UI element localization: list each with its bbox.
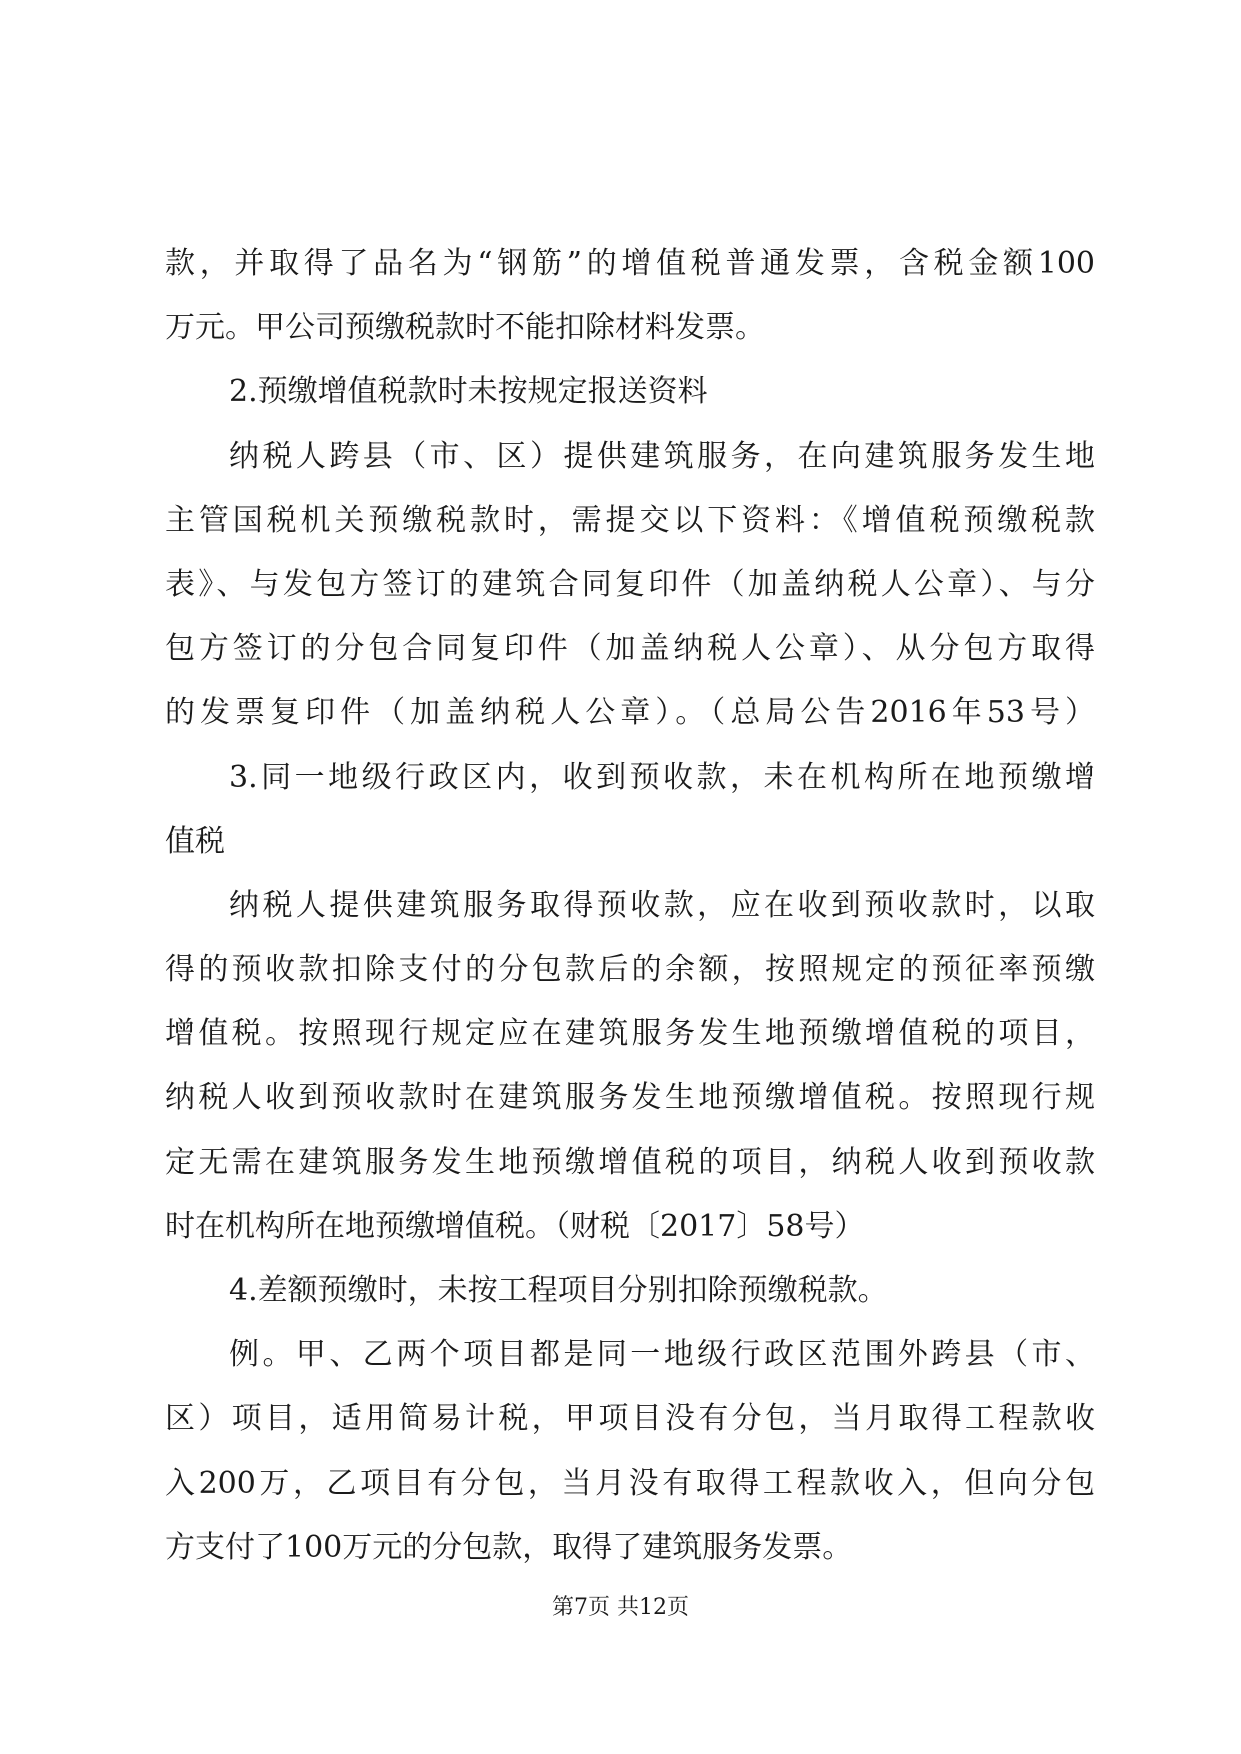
text-line: 的发票复印件（加盖纳税人公章）。（总局公告2016年53号） (165, 695, 1095, 731)
section-heading: 3.同一地级行政区内，收到预收款，未在机构所在地预缴增 (229, 759, 1095, 795)
page-number-footer: 第7页 共12页 (552, 1595, 689, 1620)
text-line: 主管国税机关预缴税款时，需提交以下资料：《增值税预缴税款 (165, 502, 1095, 538)
text-line: 时在机构所在地预缴增值税。（财税〔2017〕58号） (165, 1208, 865, 1244)
text-line: 款，并取得了品名为“钢筋”的增值税普通发票，含税金额100 (165, 246, 1095, 281)
body-text (165, 232, 1095, 1580)
text-line: 表》、与发包方签订的建筑合同复印件（加盖纳税人公章）、与分 (165, 566, 1095, 602)
text-line: 纳税人跨县（市、区）提供建筑服务，在向建筑服务发生地 (229, 438, 1095, 474)
text-line: 入200万，乙项目有分包，当月没有取得工程款收入，但向分包 (165, 1465, 1095, 1501)
text-line: 例。甲、乙两个项目都是同一地级行政区范围外跨县（市、 (229, 1337, 1095, 1373)
text-line: 得的预收款扣除支付的分包款后的余额，按照规定的预征率预缴 (165, 952, 1095, 988)
text-line: 纳税人收到预收款时在建筑服务发生地预缴增值税。按照现行规 (165, 1080, 1095, 1116)
section-heading: 4.差额预缴时，未按工程项目分别扣除预缴税款。 (229, 1273, 888, 1308)
text-line: 增值税。按照现行规定应在建筑服务发生地预缴增值税的项目， (165, 1016, 1095, 1052)
text-line: 方支付了100万元的分包款，取得了建筑服务发票。 (165, 1529, 853, 1565)
text-line: 定无需在建筑服务发生地预缴增值税的项目，纳税人收到预收款 (165, 1144, 1095, 1180)
section-heading: 2.预缴增值税款时未按规定报送资料 (229, 374, 708, 410)
section-heading-continued: 值税 (165, 823, 225, 859)
text-line: 纳税人提供建筑服务取得预收款，应在收到预收款时，以取 (229, 887, 1095, 923)
text-line: 包方签订的分包合同复印件（加盖纳税人公章）、从分包方取得 (165, 631, 1095, 667)
text-line: 区）项目，适用简易计税，甲项目没有分包，当月取得工程款收 (165, 1401, 1095, 1437)
text-line: 万元。甲公司预缴税款时不能扣除材料发票。 (165, 310, 765, 346)
